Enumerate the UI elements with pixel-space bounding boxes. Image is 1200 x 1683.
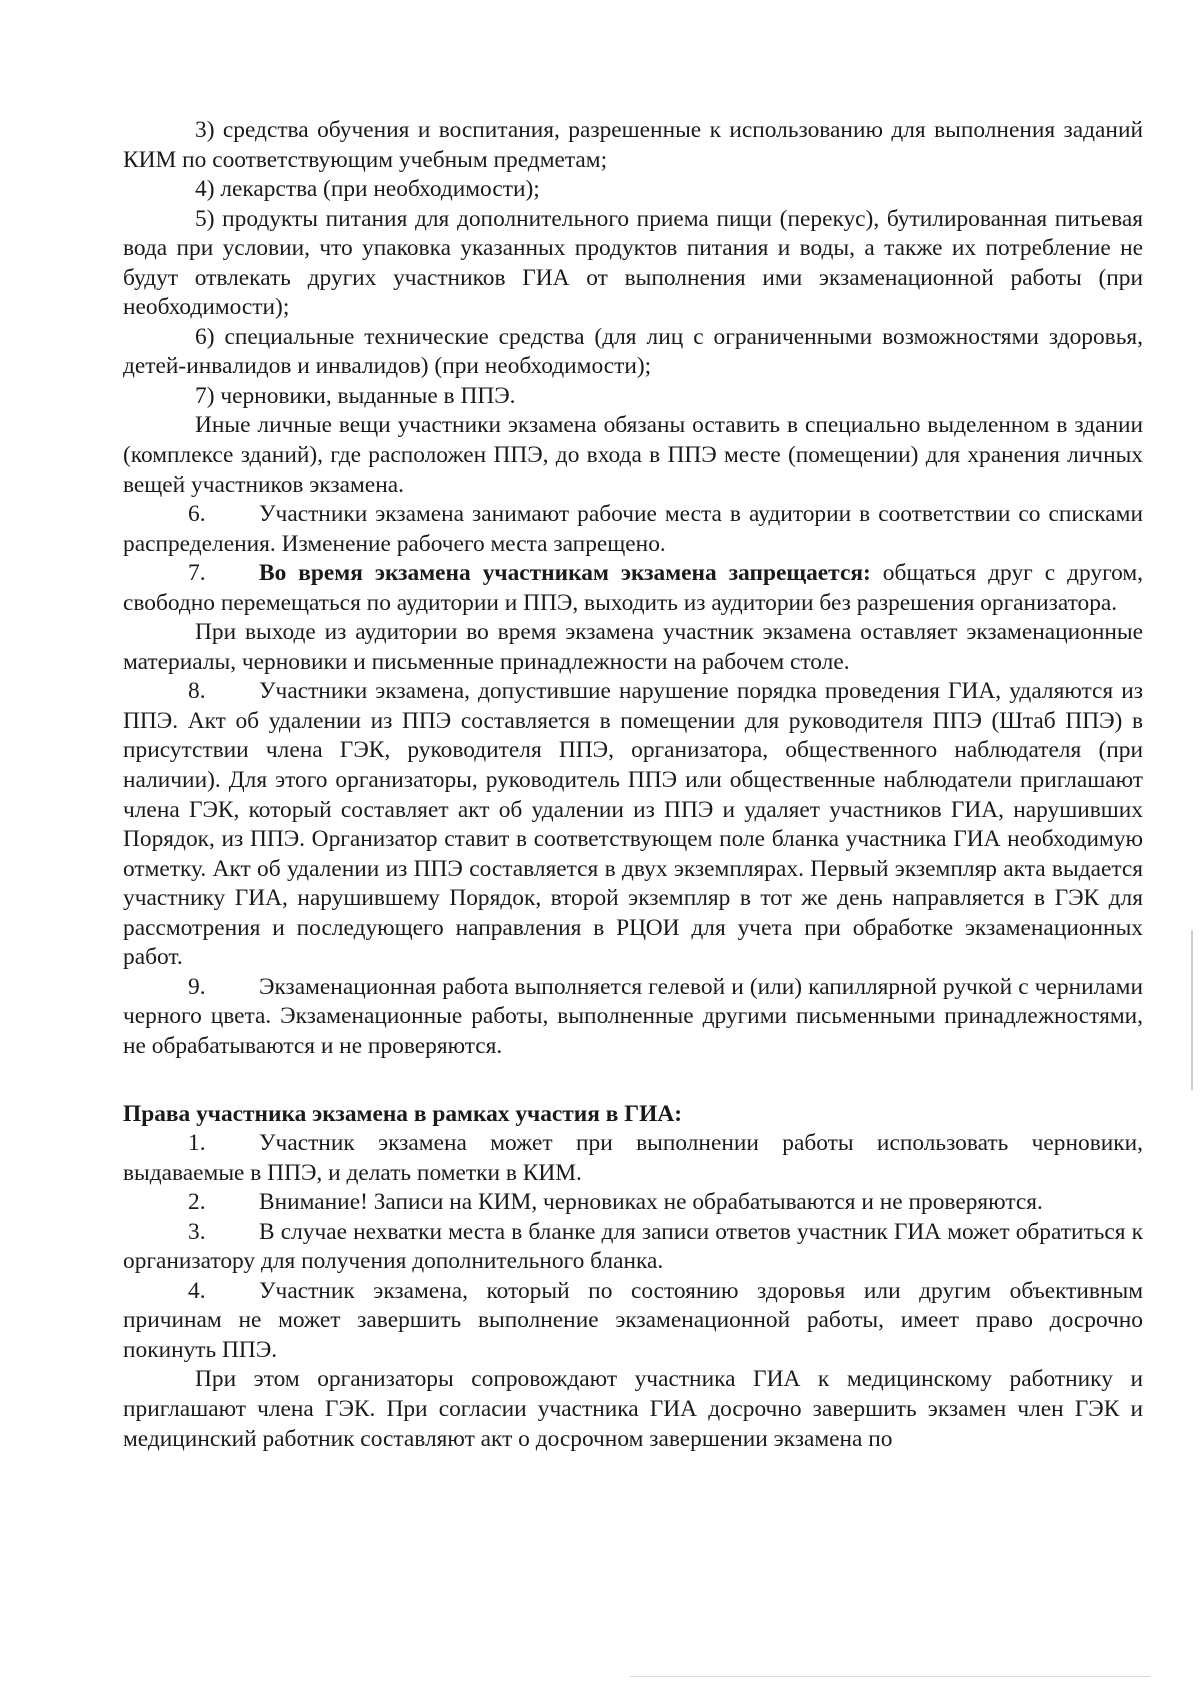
list-item-6: 6) специальные технические средства (для лиц с ограниченными возможностями здоровья, детей-инвалидов и инвалидов) (при необходимости); (123, 323, 1143, 380)
right-4-number: 4. (188, 1277, 206, 1304)
right-4-paragraph (123, 1277, 1143, 1366)
rule-9-number: 9. (188, 973, 206, 1000)
rule-6-text: Участники экзамена занимают рабочие места в аудитории в соответствии со списками распределения. Изменение рабочего места запрещено. (123, 501, 1143, 557)
rule-8-number: 8. (188, 678, 206, 705)
scan-bottom-line (630, 1676, 1150, 1677)
document-page (123, 116, 1143, 1454)
rule-8-paragraph (123, 677, 1143, 972)
rule-8-text: Участники экзамена, допустившие нарушение порядка проведения ГИА, удаляются из ППЭ. Акт об удалении из ППЭ составляется в помещении для руководителя ППЭ (Штаб ППЭ) в присутствии члена ГЭК, руководителя ППЭ, организатора, общественного наблюдателя (при наличии). Для этого организаторы, руководитель ППЭ или общественные наблюдатели приглашают члена ГЭК, который составляет акт об удалении из ППЭ и удаляет участников ГИА, нарушивших Порядок, из ППЭ. Организатор ставит в соответствующем поле бланка участника ГИА необходимую отметку. Акт об удалении из ППЭ составляется в двух экземплярах. Первый экземпляр акта выдается участнику ГИА, нарушившему Порядок, второй экземпляр в тот же день направляется в ГЭК для рассмотрения и последующего направления в РЦОИ для учета при обработке экзаменационных работ. (123, 678, 1143, 971)
right-4-text: Участник экзамена, который по состоянию здоровья или другим объективным причинам не может завершить выполнение экзаменационной работы, имеет право досрочно покинуть ППЭ. (123, 1277, 1143, 1363)
right-1-text: Участник экзамена может при выполнении работы использовать черновики, выдаваемые в ППЭ, и делать пометки в КИМ. (123, 1130, 1143, 1186)
right-1-number: 1. (188, 1130, 206, 1157)
rule-7-text: общаться друг с другом, свободно перемещаться по аудитории и ППЭ, выходить из аудитории без разрешения организатора. (123, 560, 1143, 616)
right-3-text: В случае нехватки места в бланке для записи ответов участник ГИА может обратиться к организатору для получения дополнительного бланка. (123, 1218, 1143, 1275)
rule-7-number: 7. (188, 560, 206, 587)
right-2-text: Внимание! Записи на КИМ, черновиках не обрабатываются и не проверяются. (259, 1189, 1043, 1216)
rule-7-bold-lead: Во время экзамена участникам экзамена запрещается: (259, 560, 871, 587)
list-item-5: 5) продукты питания для дополнительного приема пищи (перекус), бутилированная питьевая вода при условии, что упаковка указанных продуктов питания и воды, а также их потребление не будут отвлекать других участников ГИА от выполнения ими экзаменационной работы (при необходимости); (123, 205, 1143, 321)
list-item-7: 7) черновики, выданные в ППЭ. (195, 382, 516, 409)
scan-edge-line (1191, 930, 1193, 1090)
rule-9-paragraph (123, 973, 1143, 1062)
right-3-paragraph (123, 1218, 1143, 1277)
rule-6-number: 6. (188, 501, 206, 528)
right-2-number: 2. (188, 1189, 206, 1216)
list-item-4: 4) лекарства (при необходимости); (195, 176, 540, 203)
section-spacer (123, 1062, 1143, 1100)
right-2-paragraph (123, 1188, 1143, 1218)
right-1-paragraph (123, 1129, 1143, 1188)
final-note-paragraph: При этом организаторы сопровождают участника ГИА к медицинскому работнику и приглашают члена ГЭК. При согласии участника ГИА досрочно завершить экзамен член ГЭК и медицинский работник составляют акт о досрочном завершении экзамена по (123, 1366, 1143, 1452)
exit-note-paragraph: При выходе из аудитории во время экзамена участник экзамена оставляет экзаменационные материалы, черновики и письменные принадлежности на рабочем столе. (123, 619, 1143, 675)
rule-7-paragraph (123, 559, 1143, 618)
rights-heading: Права участника экзамена в рамках участия в ГИА: (123, 1100, 682, 1127)
right-3-number: 3. (188, 1218, 206, 1245)
personal-items-paragraph: Иные личные вещи участники экзамена обязаны оставить в специально выделенном в здании (комплексе зданий), где расположен ППЭ, до входа в ППЭ месте (помещении) для хранения личных вещей участников экзамена. (123, 412, 1143, 498)
rule-6-paragraph (123, 500, 1143, 559)
rule-9-text: Экзаменационная работа выполняется гелевой и (или) капиллярной ручкой с чернилами черного цвета. Экзаменационные работы, выполненные другими письменными принадлежностями, не обрабатываются и не проверяются. (123, 973, 1143, 1059)
list-item-3: 3) средства обучения и воспитания, разрешенные к использованию для выполнения заданий КИМ по соответствующим учебным предметам; (123, 117, 1143, 173)
